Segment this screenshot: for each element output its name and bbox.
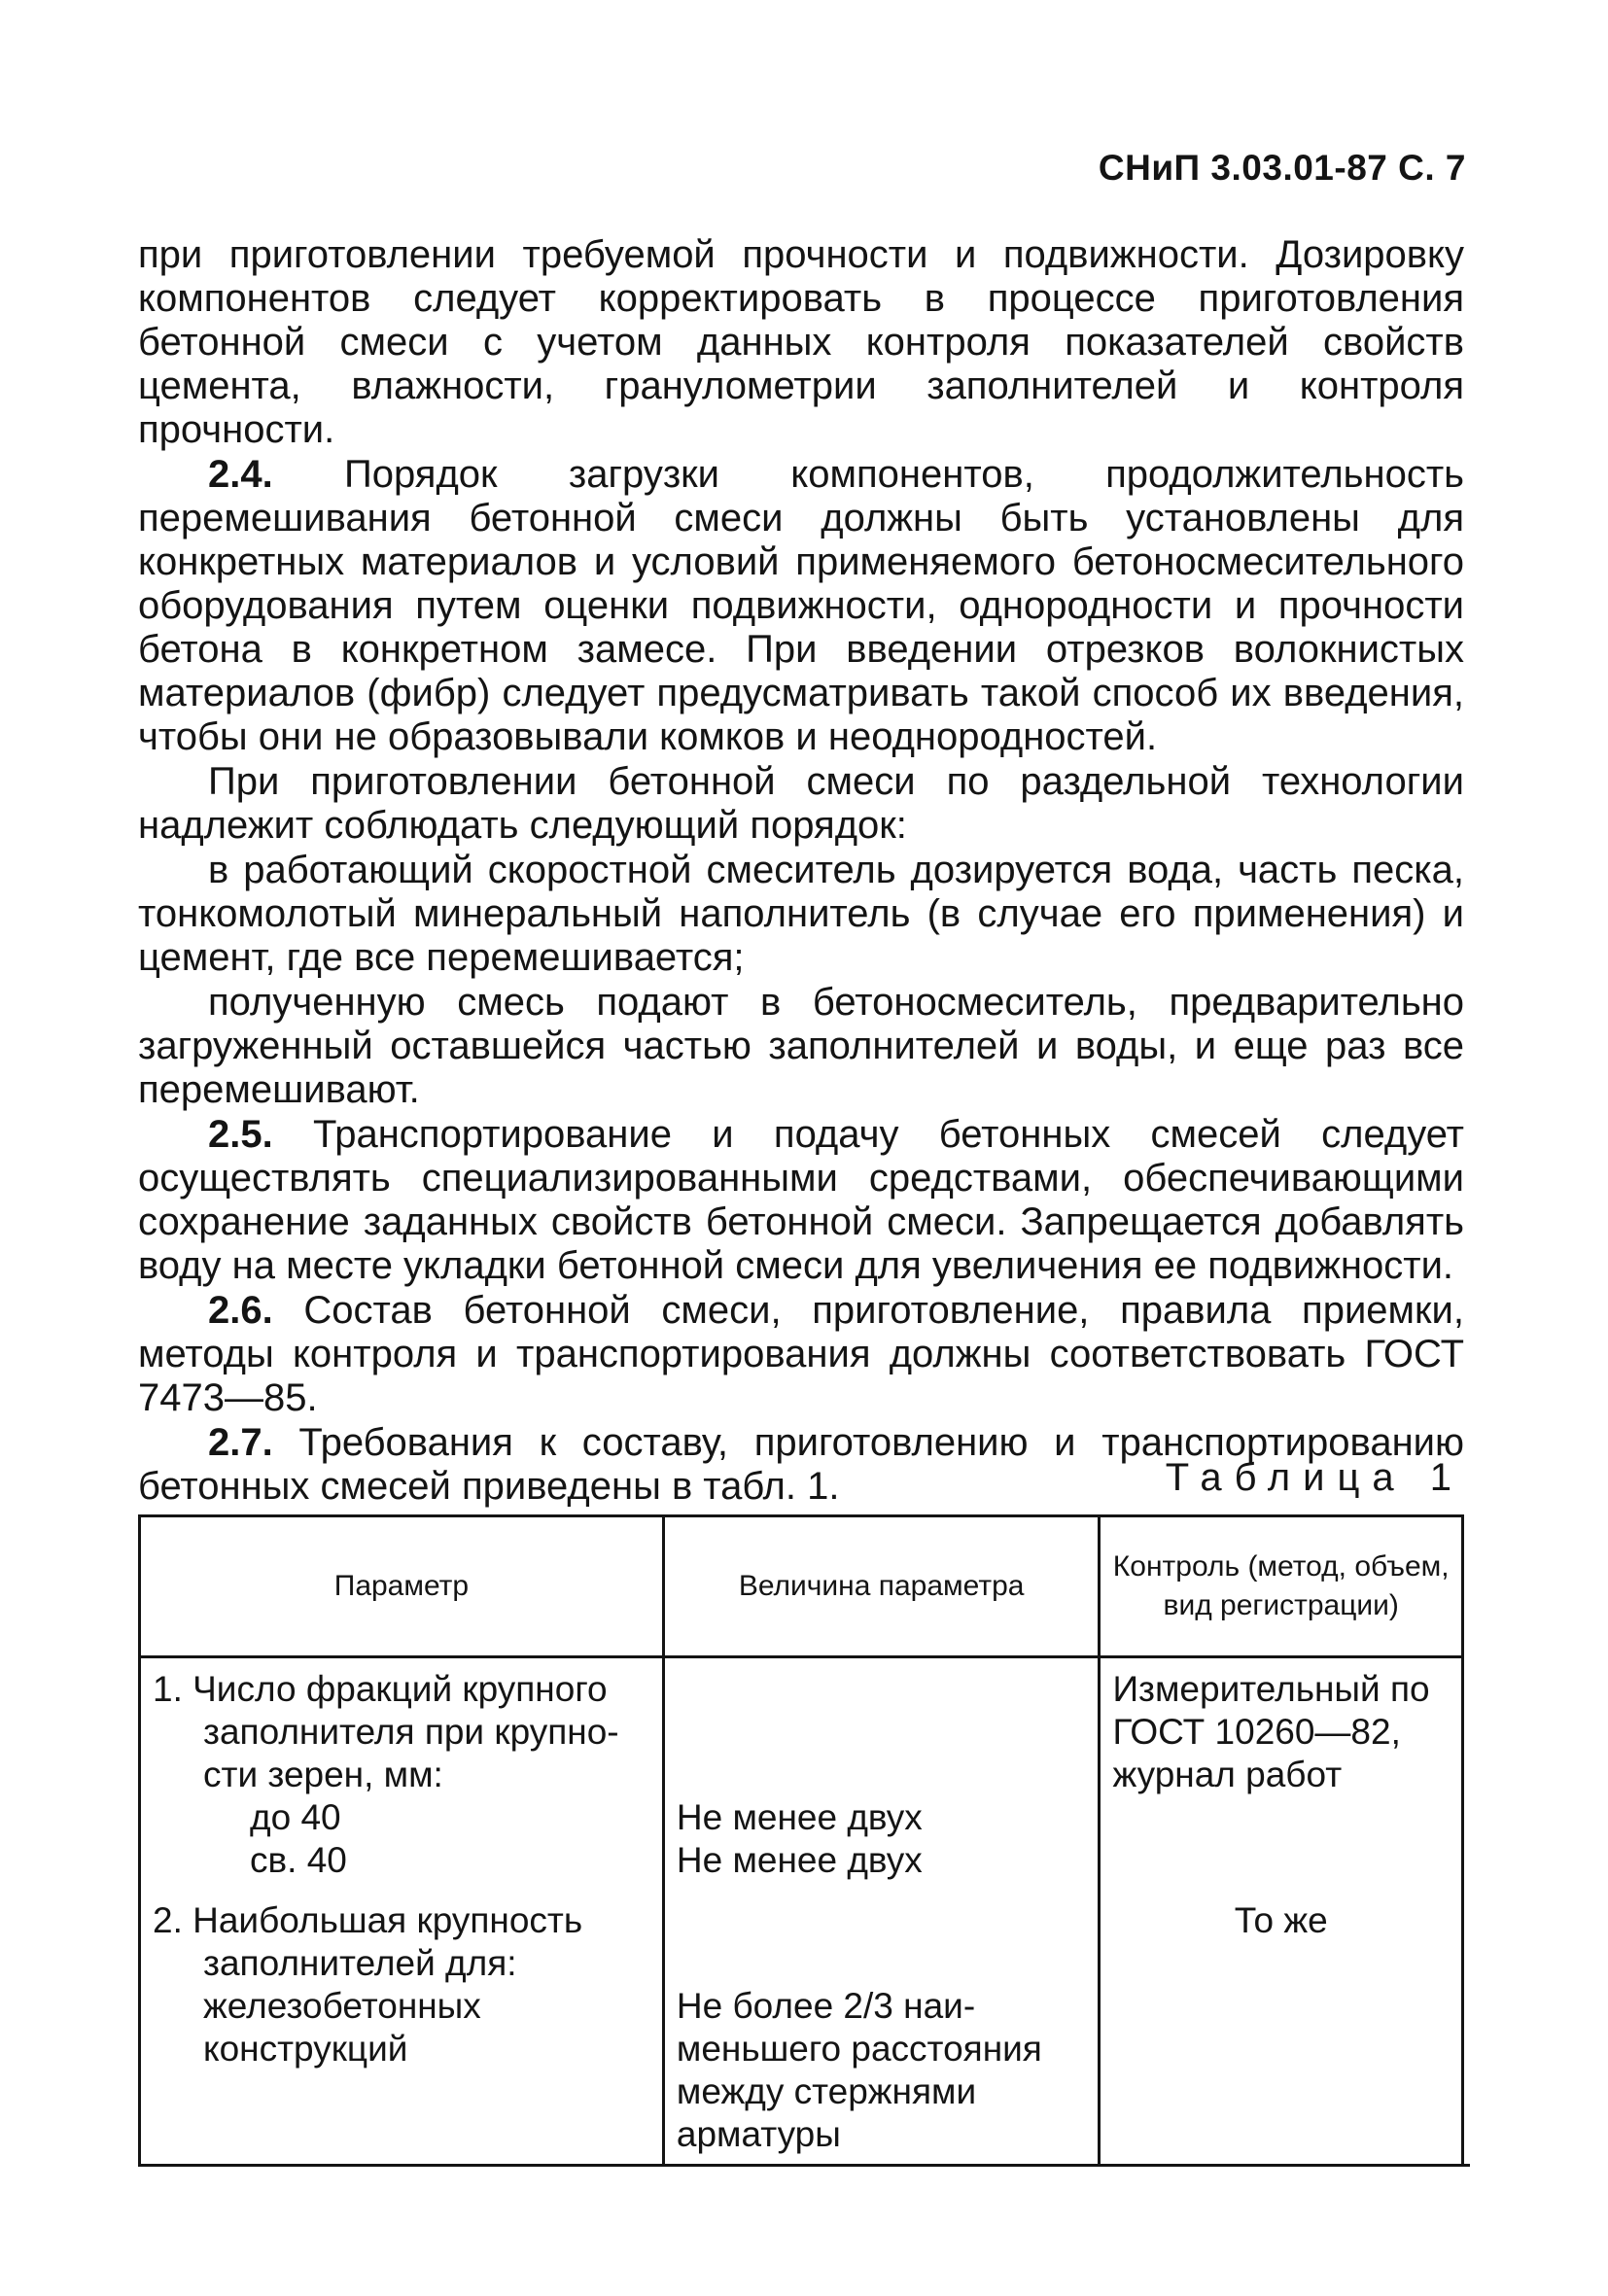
param-line: сти зерен, мм:	[203, 1755, 443, 1794]
param-line: 1. Число фракций крупного	[153, 1669, 608, 1709]
clause-number: 2.4.	[208, 453, 273, 496]
table-bottom-rule	[138, 2164, 1470, 2167]
param-line: заполнителя при крупно-	[203, 1712, 619, 1752]
clause-text: Транспортирование и подачу бетонных смесей следует осуществлять специализированными средствами, обеспечивающими сохранение заданных свойств бетонной смеси. Запрещается добавлять воду на месте укладки бетонной смеси для увеличения ее подвижности.	[138, 1113, 1464, 1287]
table-row	[140, 1890, 1463, 2164]
param-subitem: железобетонных	[203, 1986, 481, 2026]
paragraph-2-6	[138, 1289, 1464, 1420]
value-line: Не более 2/3 наи-	[676, 1986, 976, 2026]
cell-value	[663, 1890, 1100, 2164]
value-line: Не менее двух	[676, 1840, 923, 1880]
body-text	[138, 233, 1464, 1510]
paragraph-2-4	[138, 453, 1464, 759]
paragraph-step-1: в работающий скоростной смеситель дозируется вода, часть песка, тонкомолотый минеральный наполнитель (в случае его применения) и цемент, где все перемешивается;	[138, 849, 1464, 979]
value-line: между стержнями	[676, 2071, 977, 2111]
header-control: Контроль (метод, объем, вид регистрации)	[1100, 1516, 1463, 1657]
cell-parameter	[140, 1890, 664, 2164]
control-line: Измерительный по	[1112, 1669, 1430, 1709]
value-line: меньшего расстояния	[676, 2029, 1042, 2069]
paragraph-step-2: полученную смесь подают в бетоносмеситель, предварительно загруженный оставшейся частью заполнителей и воды, и еще раз все перемешивают.	[138, 981, 1464, 1111]
param-subitem: до 40	[250, 1797, 341, 1837]
clause-number: 2.6.	[208, 1289, 273, 1332]
value-line: арматуры	[676, 2114, 841, 2154]
control-line: ГОСТ 10260—82,	[1112, 1712, 1401, 1752]
table-header-row	[140, 1516, 1463, 1657]
clause-number: 2.7.	[208, 1421, 273, 1464]
param-line: 2. Наибольшая крупность	[153, 1900, 583, 1940]
cell-control	[1100, 1890, 1463, 2164]
paragraph-separate-tech: При приготовлении бетонной смеси по раздельной технологии надлежит соблюдать следующий порядок:	[138, 760, 1464, 847]
cell-value	[663, 1657, 1100, 1891]
value-line: Не менее двух	[676, 1797, 923, 1837]
control-line: журнал работ	[1112, 1755, 1343, 1794]
requirements-table	[138, 1514, 1464, 2164]
table-caption: Таблица 1	[1165, 1456, 1464, 1499]
cell-control	[1100, 1657, 1463, 1891]
clause-text: Состав бетонной смеси, приготовление, правила приемки, методы контроля и транспортирования должны соответствовать ГОСТ 7473—85.	[138, 1289, 1464, 1419]
header-parameter: Параметр	[140, 1516, 664, 1657]
control-line: То же	[1234, 1900, 1328, 1940]
clause-text: Требования к составу, приготовлению и транспортированию бетонных смесей приведены в табл. 1.	[138, 1421, 1464, 1508]
param-subitem: св. 40	[250, 1840, 347, 1880]
clause-text: Порядок загрузки компонентов, продолжительность перемешивания бетонной смеси должны быть установлены для конкретных материалов и условий применяемого бетоносмесительного оборудования путем оценки подвижности, однородности и прочности бетона в конкретном замесе. При введении отрезков волокнистых материалов (фибр) следует предусматривать такой способ их введения, чтобы они не образовывали комков и неоднородностей.	[138, 453, 1464, 758]
param-line: заполнителей для:	[203, 1943, 517, 1983]
header-value: Величина параметра	[663, 1516, 1100, 1657]
paragraph-2-5	[138, 1113, 1464, 1288]
param-subitem: конструкций	[203, 2029, 408, 2069]
table-row	[140, 1657, 1463, 1891]
cell-parameter	[140, 1657, 664, 1891]
clause-number: 2.5.	[208, 1113, 273, 1156]
paragraph-continuation: при приготовлении требуемой прочности и подвижности. Дозировку компонентов следует корректировать в процессе приготовления бетонной смеси с учетом данных контроля показателей свойств цемента, влажности, гранулометрии заполнителей и контроля прочности.	[138, 233, 1464, 451]
page-header: СНиП 3.03.01-87 С. 7	[1098, 148, 1466, 188]
